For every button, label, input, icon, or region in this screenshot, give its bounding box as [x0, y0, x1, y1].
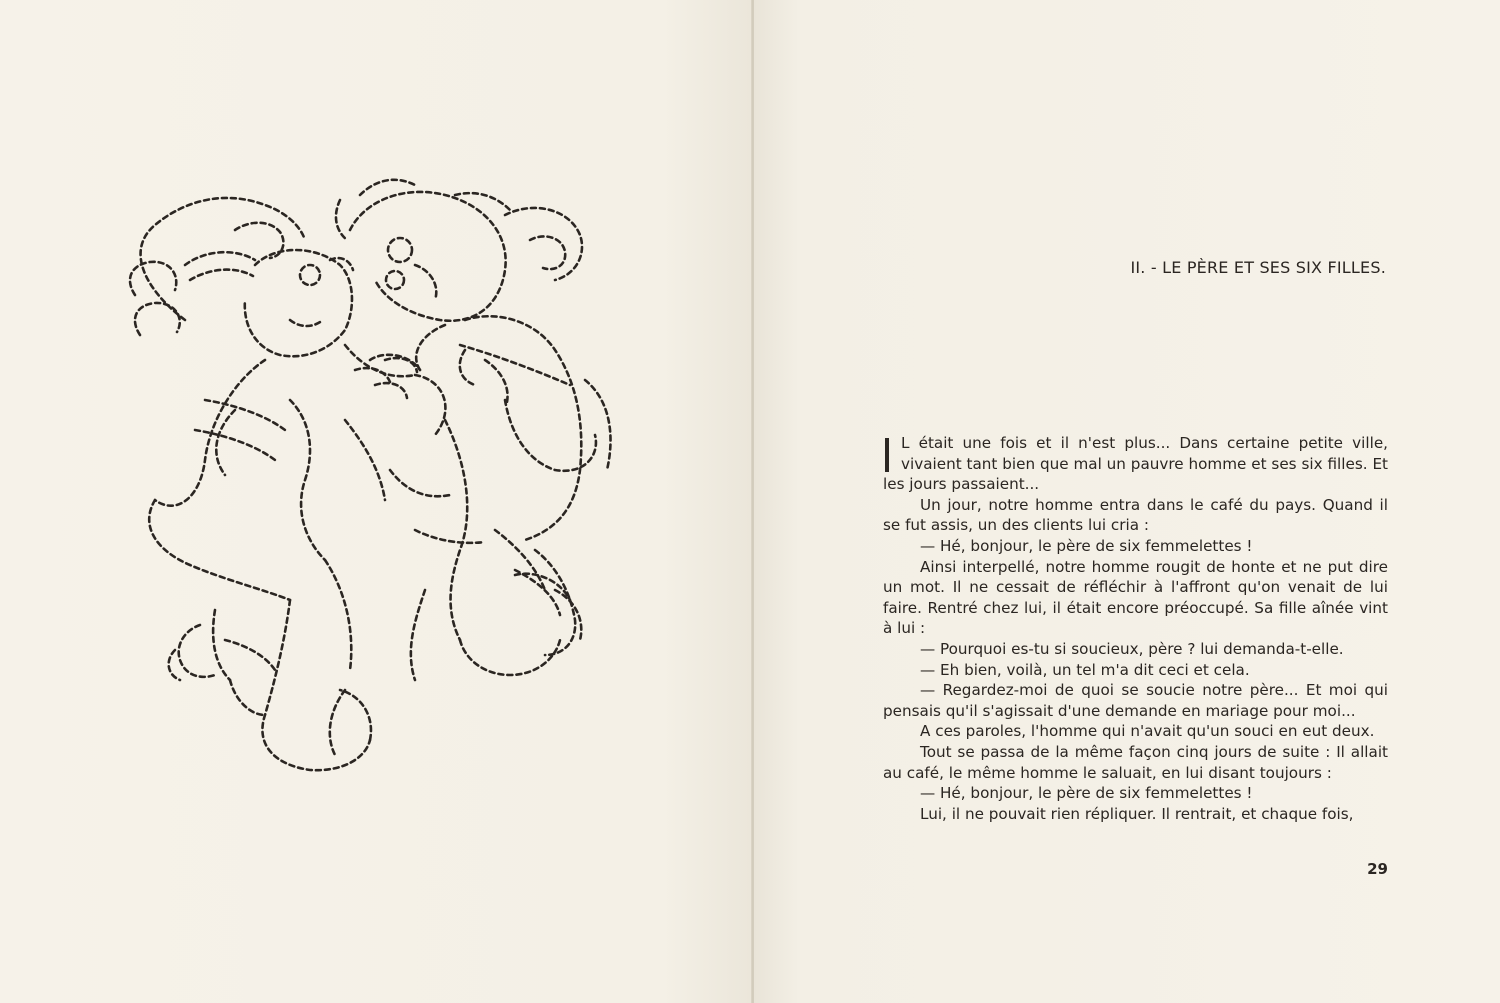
dropcap-bar — [885, 438, 889, 472]
dialog-line: — Hé, bonjour, le père de six femmelettes ! — [920, 536, 1253, 555]
dialog-line: — Eh bien, voilà, un tel m'a dit ceci et cela. — [920, 660, 1250, 679]
paragraph: Un jour, notre homme entra dans le café du pays. Quand il se fut assis, un des clients lui cria : — [883, 495, 1388, 535]
illustration-embracing-figures — [115, 170, 625, 790]
dialog-line: — Regardez-moi de quoi se soucie notre père... Et moi qui pensais qu'il s'agissait d'une demande en mariage pour moi... — [883, 681, 1388, 720]
chapter-title: II. - LE PÈRE ET SES SIX FILLES. — [1130, 258, 1386, 277]
paragraph: A ces paroles, l'homme qui n'avait qu'un souci en eut deux. — [920, 722, 1375, 741]
dotted-line-drawing-icon — [115, 170, 625, 790]
body-text — [883, 433, 1388, 824]
paragraph: Lui, il ne pouvait rien répliquer. Il rentrait, et chaque fois, — [920, 804, 1354, 823]
paragraph: Tout se passa de la même façon cinq jours de suite : Il allait au café, le même homme le saluait, en lui disant toujours : — [883, 742, 1388, 782]
paragraph-opening: L était une fois et il n'est plus... Dans certaine petite ville, vivaient tant bien que mal un pauvre homme et ses six filles. Et les jours passaient... — [883, 434, 1388, 494]
dialog-line: — Pourquoi es-tu si soucieux, père ? lui demanda-t-elle. — [920, 639, 1344, 658]
paragraph: Ainsi interpellé, notre homme rougit de honte et ne put dire un mot. Il ne cessait de réfléchir à l'affront qu'on venait de lui faire. Rentré chez lui, il était encore préoccupé. Sa fille aînée vint à lui : — [883, 557, 1388, 638]
page-number: 29 — [1367, 860, 1388, 878]
dialog-line: — Hé, bonjour, le père de six femmelettes ! — [920, 784, 1253, 803]
